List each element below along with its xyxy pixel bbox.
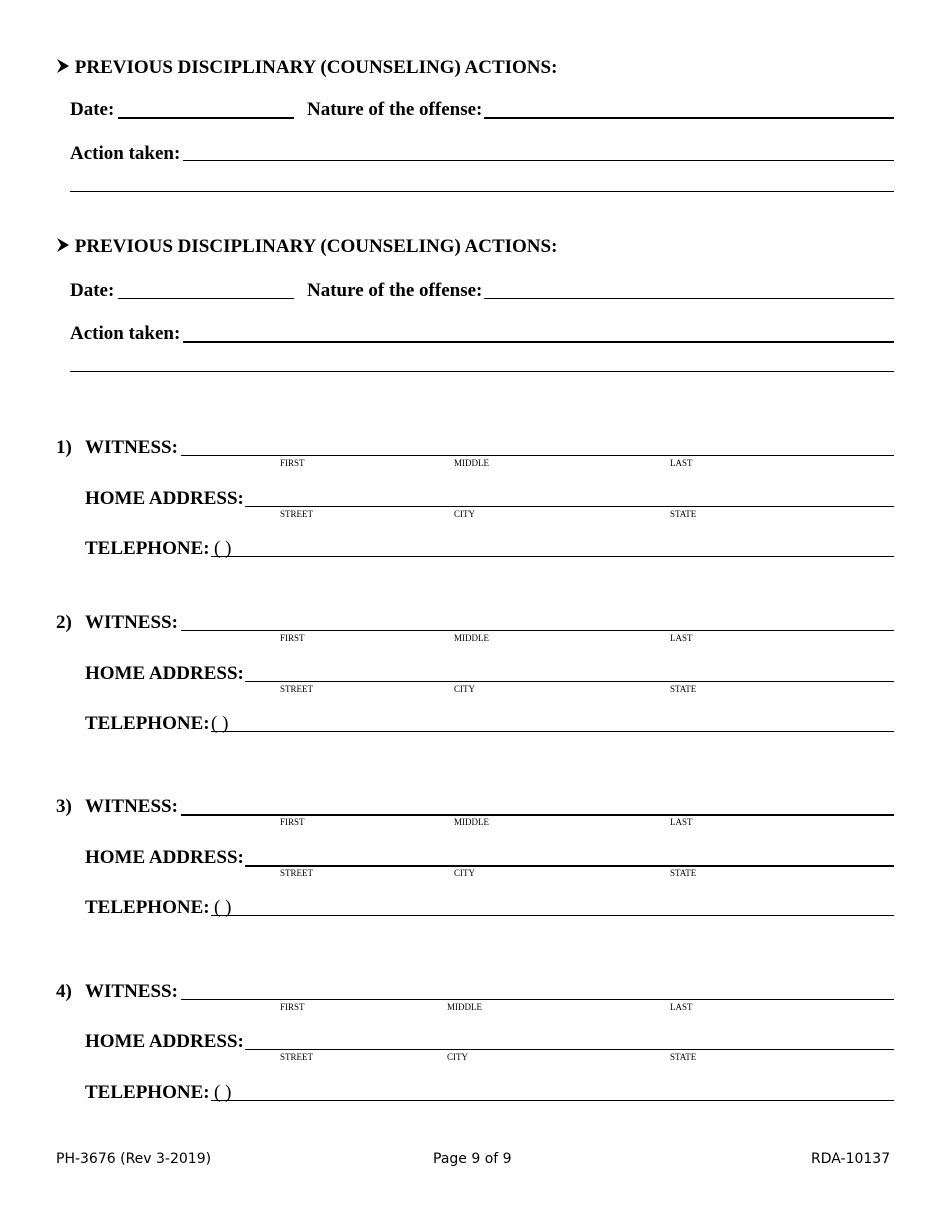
witness-1-address-label: HOME ADDRESS: (85, 488, 244, 509)
witness-3-state-sublabel: STATE (670, 868, 697, 878)
witness-2-street-sublabel: STREET (280, 684, 313, 694)
witness-2-name-field[interactable] (181, 630, 894, 631)
witness-3-address-label: HOME ADDRESS: (85, 847, 244, 868)
witness-2-phone-value: ( ) (211, 713, 229, 734)
arrow-bullet-icon (56, 236, 75, 257)
witness-1-address-field[interactable] (245, 506, 894, 507)
witness-4-address-label: HOME ADDRESS: (85, 1031, 244, 1052)
witness-1-phone-value: ( ) (214, 538, 232, 559)
witness-3-middle-sublabel: MIDDLE (454, 817, 489, 827)
witness-1-phone-field[interactable] (211, 556, 894, 557)
witness-1-street-sublabel: STREET (280, 509, 313, 519)
section-2-action-label: Action taken: (70, 323, 181, 344)
section-1-date-field[interactable] (118, 117, 294, 119)
witness-1-last-sublabel: LAST (670, 458, 693, 468)
witness-3-last-sublabel: LAST (670, 817, 693, 827)
section-2-heading: PREVIOUS DISCIPLINARY (COUNSELING) ACTIONS: (56, 236, 557, 258)
footer-page-number: Page 9 of 9 (433, 1151, 512, 1167)
footer-rda-number: RDA-10137 (811, 1151, 891, 1167)
witness-4-state-sublabel: STATE (670, 1052, 697, 1062)
witness-2-first-sublabel: FIRST (280, 633, 305, 643)
section-2-action-field-continued[interactable] (70, 371, 894, 372)
witness-3-city-sublabel: CITY (454, 868, 475, 878)
section-1-offense-label: Nature of the offense: (307, 99, 483, 120)
witness-1-number: 1) (56, 437, 72, 458)
witness-2-last-sublabel: LAST (670, 633, 693, 643)
witness-4-address-field[interactable] (245, 1049, 894, 1050)
witness-3-label: WITNESS: (85, 796, 178, 817)
witness-2-address-field[interactable] (245, 681, 894, 682)
section-2-offense-label: Nature of the offense: (307, 280, 483, 301)
witness-2-state-sublabel: STATE (670, 684, 697, 694)
arrow-bullet-icon (56, 57, 75, 78)
witness-1-name-field[interactable] (181, 455, 894, 456)
witness-4-street-sublabel: STREET (280, 1052, 313, 1062)
section-1-action-label: Action taken: (70, 143, 181, 164)
witness-2-middle-sublabel: MIDDLE (454, 633, 489, 643)
footer-form-id: PH-3676 (Rev 3-2019) (56, 1151, 212, 1167)
witness-2-number: 2) (56, 612, 72, 633)
witness-4-name-field[interactable] (181, 999, 894, 1000)
witness-3-phone-label: TELEPHONE: (85, 897, 210, 918)
witness-3-number: 3) (56, 796, 72, 817)
section-2-action-field[interactable] (183, 341, 894, 343)
witness-2-address-label: HOME ADDRESS: (85, 663, 244, 684)
witness-3-street-sublabel: STREET (280, 868, 313, 878)
section-2-date-label: Date: (70, 280, 115, 301)
witness-1-first-sublabel: FIRST (280, 458, 305, 468)
witness-4-label: WITNESS: (85, 981, 178, 1002)
witness-2-phone-label: TELEPHONE: (85, 713, 210, 734)
section-1-offense-field[interactable] (484, 117, 894, 119)
witness-4-first-sublabel: FIRST (280, 1002, 305, 1012)
witness-1-middle-sublabel: MIDDLE (454, 458, 489, 468)
witness-2-phone-field[interactable] (211, 731, 894, 732)
section-1-date-label: Date: (70, 99, 115, 120)
witness-3-first-sublabel: FIRST (280, 817, 305, 827)
witness-4-phone-label: TELEPHONE: (85, 1082, 210, 1103)
witness-3-phone-value: ( ) (214, 897, 232, 918)
witness-4-number: 4) (56, 981, 72, 1002)
witness-3-name-field[interactable] (181, 814, 894, 816)
witness-4-middle-sublabel: MIDDLE (447, 1002, 482, 1012)
witness-4-city-sublabel: CITY (447, 1052, 468, 1062)
section-2-date-field[interactable] (118, 298, 294, 299)
section-2-offense-field[interactable] (484, 298, 894, 299)
witness-4-last-sublabel: LAST (670, 1002, 693, 1012)
section-1-action-field[interactable] (183, 160, 894, 161)
witness-2-label: WITNESS: (85, 612, 178, 633)
witness-1-state-sublabel: STATE (670, 509, 697, 519)
witness-1-label: WITNESS: (85, 437, 178, 458)
witness-2-city-sublabel: CITY (454, 684, 475, 694)
witness-4-phone-value: ( ) (214, 1082, 232, 1103)
witness-3-phone-field[interactable] (211, 915, 894, 916)
witness-3-address-field[interactable] (245, 865, 894, 867)
section-1-action-field-continued[interactable] (70, 191, 894, 192)
witness-1-city-sublabel: CITY (454, 509, 475, 519)
section-1-heading: PREVIOUS DISCIPLINARY (COUNSELING) ACTIONS: (56, 57, 557, 79)
witness-4-phone-field[interactable] (211, 1100, 894, 1101)
witness-1-phone-label: TELEPHONE: (85, 538, 210, 559)
